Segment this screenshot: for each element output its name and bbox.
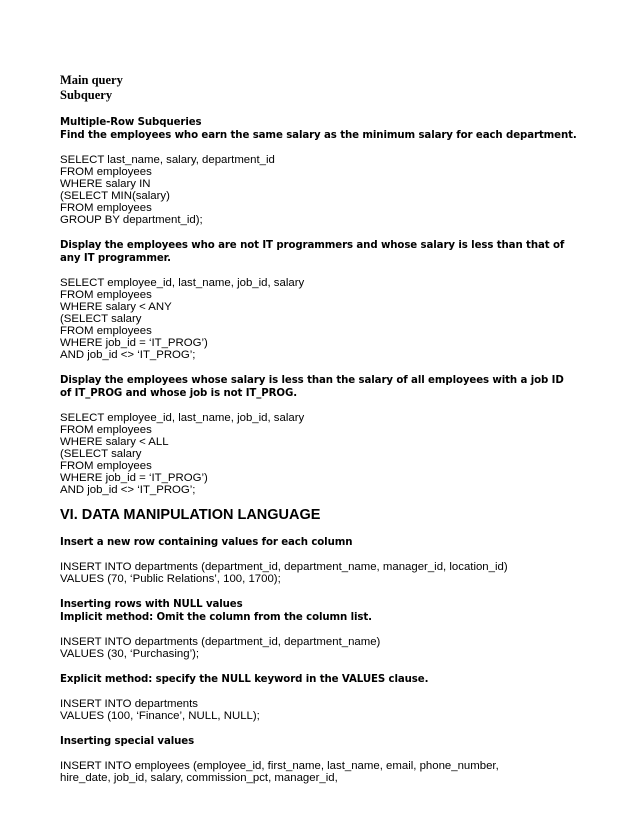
- code-line: (SELECT MIN(salary): [60, 190, 170, 202]
- code-line: SELECT employee_id, last_name, job_id, salary: [60, 277, 305, 289]
- code-line: FROM employees: [60, 202, 152, 214]
- intro-legend: [60, 73, 620, 103]
- code-line: INSERT INTO departments: [60, 698, 199, 710]
- code-line: VALUES (100, ‘Finance’, NULL, NULL);: [60, 710, 260, 722]
- section-special-values: [60, 735, 620, 784]
- sql-code-block: [60, 698, 620, 722]
- code-line: hire_date, job_id, salary, commission_pct, manager_id,: [60, 772, 338, 784]
- section-description-cont: of IT_PROG and whose job is not IT_PROG.: [60, 388, 297, 399]
- code-line: WHERE salary < ANY: [60, 301, 172, 313]
- section-heading: Multiple-Row Subqueries: [60, 117, 202, 128]
- code-line: INSERT INTO departments (department_id, department_name, manager_id, location_id): [60, 561, 508, 573]
- code-line: WHERE job_id = ‘IT_PROG’): [60, 337, 208, 349]
- code-line: (SELECT salary: [60, 448, 142, 460]
- section-heading: Insert a new row containing values for each column: [60, 537, 353, 548]
- code-line: INSERT INTO departments (department_id, department_name): [60, 636, 381, 648]
- section-any: [60, 239, 620, 361]
- code-line: GROUP BY department_id);: [60, 214, 203, 226]
- section-description: Display the employees whose salary is less than the salary of all employees with a job ID: [60, 375, 564, 386]
- sql-code-block: [60, 277, 620, 361]
- code-line: FROM employees: [60, 460, 152, 472]
- section-null-values: [60, 598, 620, 660]
- section-description: Implicit method: Omit the column from the column list.: [60, 612, 372, 623]
- code-line: WHERE salary IN: [60, 178, 151, 190]
- code-line: SELECT last_name, salary, department_id: [60, 154, 275, 166]
- section-all: [60, 374, 620, 496]
- section-heading: Explicit method: specify the NULL keyword in the VALUES clause.: [60, 674, 429, 685]
- code-line: VALUES (70, ‘Public Relations’, 100, 1700);: [60, 573, 281, 585]
- section-description-cont: any IT programmer.: [60, 253, 171, 264]
- main-query-label: Main query: [60, 73, 123, 87]
- document-page: [60, 73, 620, 784]
- sql-code-block: [60, 636, 620, 660]
- code-line: (SELECT salary: [60, 313, 142, 325]
- sql-code-block: [60, 760, 620, 784]
- section-description: Find the employees who earn the same salary as the minimum salary for each department.: [60, 130, 577, 141]
- sql-code-block: [60, 412, 620, 496]
- code-line: FROM employees: [60, 289, 152, 301]
- section-explicit-null: [60, 673, 620, 722]
- section-insert-row: [60, 536, 620, 585]
- code-line: INSERT INTO employees (employee_id, first_name, last_name, email, phone_number,: [60, 760, 499, 772]
- code-line: WHERE salary < ALL: [60, 436, 169, 448]
- code-line: SELECT employee_id, last_name, job_id, salary: [60, 412, 305, 424]
- code-line: FROM employees: [60, 424, 152, 436]
- code-line: AND job_id <> ‘IT_PROG’;: [60, 349, 196, 361]
- subquery-label: Subquery: [60, 88, 113, 102]
- sql-code-block: [60, 561, 620, 585]
- chapter-title: VI. DATA MANIPULATION LANGUAGE: [60, 507, 321, 523]
- section-multiple-row: [60, 116, 620, 226]
- sql-code-block: [60, 154, 620, 226]
- code-line: FROM employees: [60, 325, 152, 337]
- section-description: Display the employees who are not IT programmers and whose salary is less than that of: [60, 240, 565, 251]
- section-heading: Inserting rows with NULL values: [60, 599, 243, 610]
- code-line: AND job_id <> ‘IT_PROG’;: [60, 484, 196, 496]
- code-line: VALUES (30, ‘Purchasing’);: [60, 648, 200, 660]
- section-heading: Inserting special values: [60, 736, 195, 747]
- code-line: WHERE job_id = ‘IT_PROG’): [60, 472, 208, 484]
- code-line: FROM employees: [60, 166, 152, 178]
